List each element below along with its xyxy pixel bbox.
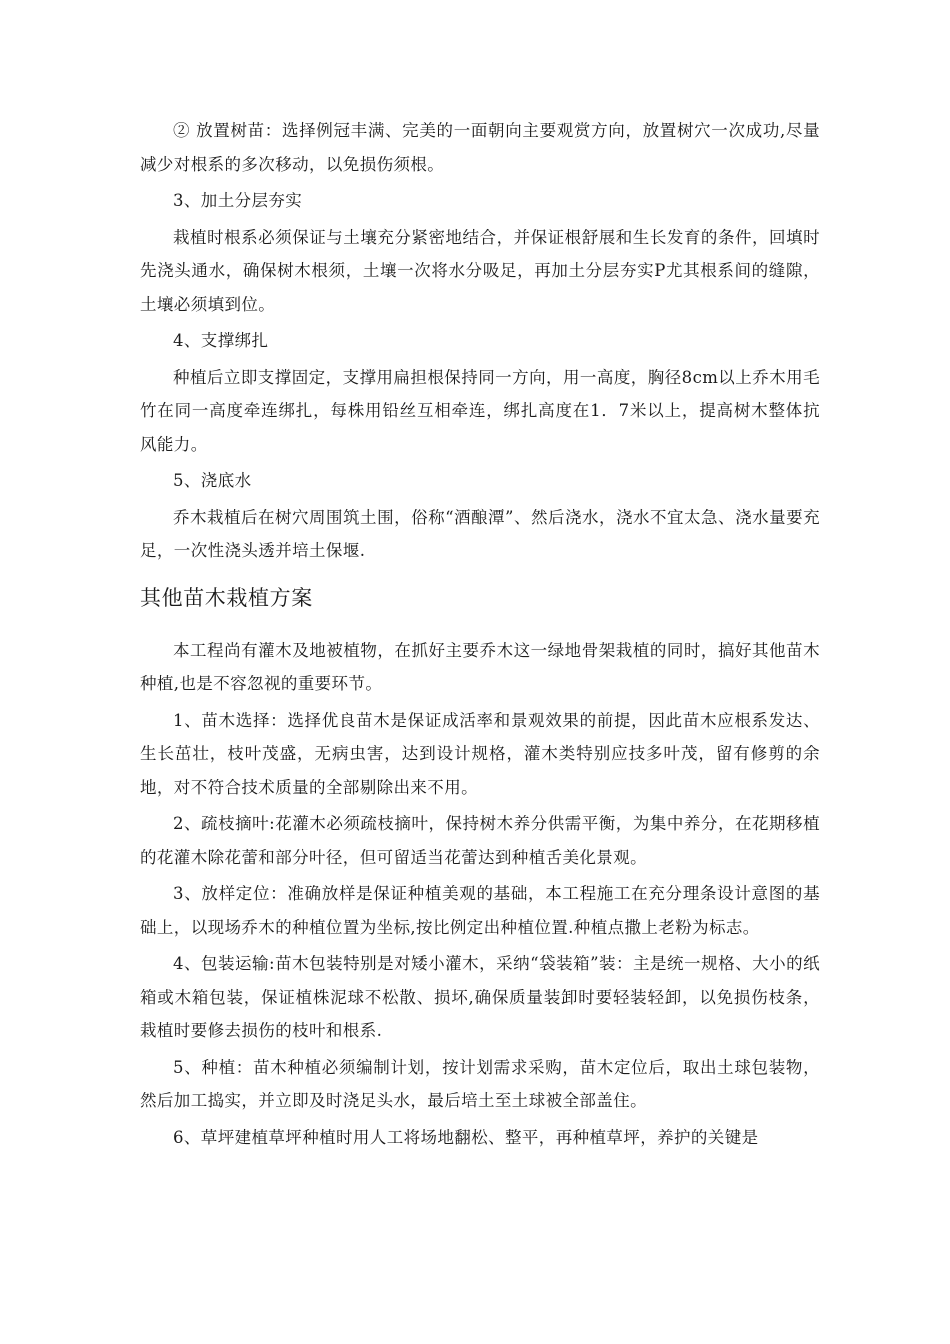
paragraph-section-intro: 本工程尚有灌木及地被植物，在抓好主要乔木这一绿地骨架栽植的同时，搞好其他苗木种植,也是不容忽视的重要环节。: [140, 640, 820, 693]
document-body: [140, 114, 820, 1157]
paragraph-planting: 5、种植：苗木种植必须编制计划，按计划需求采购，苗木定位后，取出土球包装物，然后加工捣实，并立即及时浇足头水，最后培土至土球被全部盖住。: [140, 1057, 820, 1110]
paragraph-pruning: 2、疏枝摘叶:花灌木必须疏枝摘叶，保持树木养分供需平衡，为集中养分，在花期移植的花灌木除花蕾和部分叶径，但可留适当花蕾达到种植舌美化景观。: [140, 814, 820, 867]
subheading-support: 4、支撑绑扎: [173, 331, 269, 350]
paragraph-support: 种植后立即支撑固定，支撑用扁担根保持同一方向，用一高度，胸径8cm以上乔木用毛竹在同一高度牵连绑扎，每株用铅丝互相牵连，绑扎高度在1．7米以上，提高树木整体抗风能力。: [140, 367, 820, 454]
section-title: 其他苗木栽植方案: [140, 585, 313, 610]
subheading-backfill: 3、加土分层夯实: [173, 191, 303, 210]
paragraph-seedling-selection: 1、苗木选择：选择优良苗木是保证成活率和景观效果的前提，因此苗木应根系发达、生长茁壮，枝叶茂盛，无病虫害，达到设计规格，灌木类特别应技多叶茂，留有修剪的余地，对不符合技术质量的全部剔除出来不用。: [140, 710, 820, 797]
paragraph-packaging-transport: 4、包装运输:苗木包装特别是对矮小灌木，采纳“袋装箱”装：主是统一规格、大小的纸箱或木箱包装，保证植株泥球不松散、损坏,确保质量装卸时要轻装轻卸，以免损伤枝条，栽植时要修去损伤的枝叶和根系.: [140, 954, 820, 1040]
subheading-watering: 5、浇底水: [173, 471, 252, 490]
paragraph-place-seedling: ② 放置树苗：选择例冠丰满、完美的一面朝向主要观赏方向，放置树穴一次成功,尽量减少对根系的多次移动，以免损伤须根。: [140, 121, 820, 174]
paragraph-watering: 乔木栽植后在树穴周围筑土围，俗称“酒酿潭”、然后浇水，浇水不宜太急、浇水量要充足，一次性浇头透并培土保堰.: [140, 507, 820, 560]
paragraph-backfill: 栽植时根系必须保证与土壤充分紧密地结合，并保证根舒展和生长发育的条件，回填时先浇头通水，确保树木根须，土壤一次将水分吸足，再加土分层夯实P尤其根系间的缝隙，土壤必须填到位。: [140, 227, 820, 314]
paragraph-lawn: 6、草坪建植草坪种植时用人工将场地翻松、整平，再种植草坪，养护的关键是: [173, 1127, 759, 1147]
paragraph-layout-positioning: 3、放样定位：准确放样是保证种植美观的基础，本工程施工在充分理条设计意图的基础上，以现场乔木的种植位置为坐标,按比例定出种植位置.种植点撒上老粉为标志。: [140, 884, 820, 937]
